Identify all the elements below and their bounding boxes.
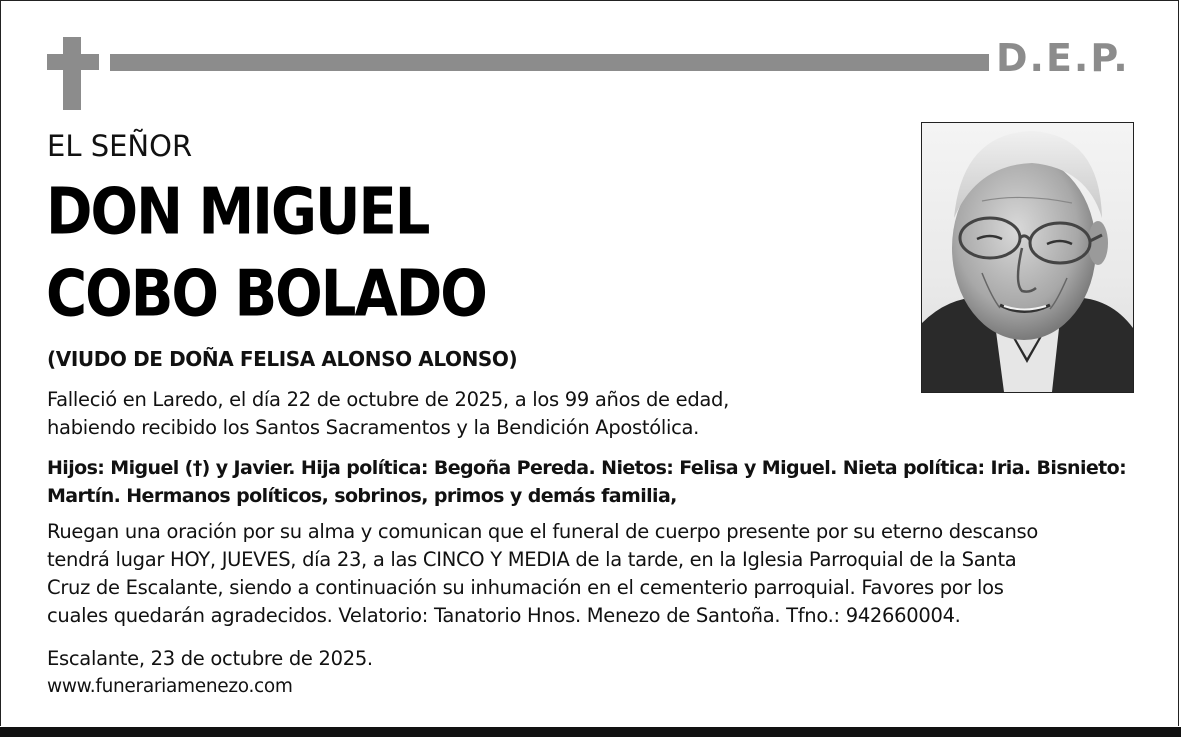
honorific: EL SEÑOR <box>47 129 193 163</box>
deceased-name-line1: DON MIGUEL <box>46 175 429 250</box>
death-line: Falleció en Laredo, el día 22 de octubre de 2025, a los 99 años de edad, <box>47 388 730 411</box>
bottom-border-bar <box>0 727 1181 737</box>
death-paragraph <box>47 386 807 442</box>
death-line: habiendo recibido los Santos Sacramentos y la Bendición Apostólica. <box>47 416 700 439</box>
ceremony-line: Cruz de Escalante, siendo a continuación su inhumación en el cementerio parroquial. Favores por los <box>47 576 1004 599</box>
header-rule <box>110 54 989 71</box>
ceremony-line: tendrá lugar HOY, JUEVES, día 23, a las CINCO Y MEDIA de la tarde, en la Iglesia Parroquial de la Santa <box>47 548 1017 571</box>
deceased-name-line2: COBO BOLADO <box>46 257 486 332</box>
place-date: Escalante, 23 de octubre de 2025. <box>47 647 373 670</box>
ceremony-paragraph <box>47 518 1157 630</box>
dep-label: D.E.P. <box>996 36 1130 80</box>
portrait-photo <box>921 122 1134 393</box>
ceremony-line: Ruegan una oración por su alma y comunican que el funeral de cuerpo presente por su eterno descanso <box>47 520 1039 543</box>
website-link[interactable]: www.funerariamenezo.com <box>47 676 293 697</box>
ceremony-line: cuales quedarán agradecidos. Velatorio: Tanatorio Hnos. Menezo de Santoña. Tfno.: 942660004. <box>47 604 961 627</box>
cross-icon <box>47 37 99 110</box>
widow-of: (VIUDO DE DOÑA FELISA ALONSO ALONSO) <box>47 347 518 371</box>
family-paragraph: Hijos: Miguel (†) y Javier. Hija política: Begoña Pereda. Nietos: Felisa y Miguel. Nieta política: Iria. Bisnieto: Martín. Hermanos políticos, sobrinos, primos y demás familia, <box>47 457 1127 507</box>
